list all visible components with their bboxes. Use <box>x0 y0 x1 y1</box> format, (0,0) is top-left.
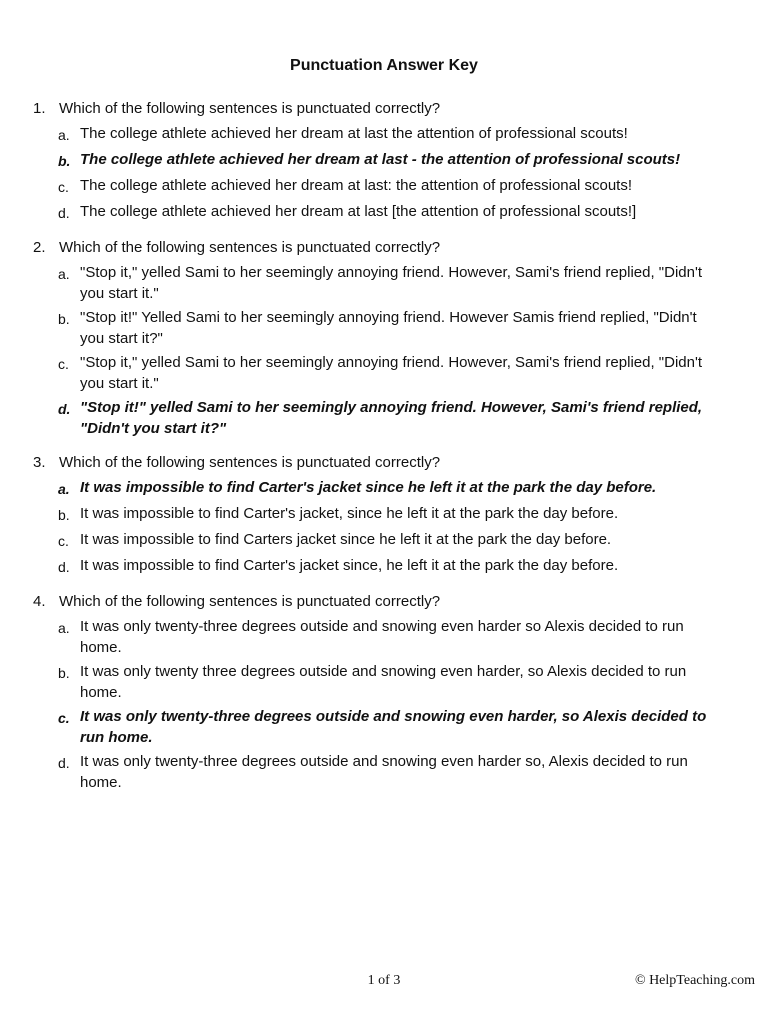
question-text: Which of the following sentences is punctuated correctly? <box>59 454 441 471</box>
question-stem <box>33 453 713 472</box>
question-number: 3. <box>33 454 46 471</box>
question-4 <box>33 592 713 793</box>
option-text: The college athlete achieved her dream at last: the attention of professional scouts! <box>80 177 632 194</box>
option-letter: c. <box>58 179 69 195</box>
question-stem <box>33 238 713 257</box>
option-text: "Stop it!" Yelled Sami to her seemingly annoying friend. However Samis friend replied, "Didn't you start it?" <box>80 309 697 347</box>
option-c <box>33 529 713 552</box>
answer-options <box>33 616 713 793</box>
option-text: It was only twenty-three degrees outside and snowing even harder, so Alexis decided to run home. <box>80 708 707 746</box>
option-text: It was impossible to find Carter's jacket, since he left it at the park the day before. <box>80 505 619 522</box>
option-letter: a. <box>58 266 70 282</box>
option-b <box>33 503 713 526</box>
option-d <box>33 201 713 224</box>
question-number: 4. <box>33 593 46 610</box>
option-c <box>33 706 713 748</box>
question-text: Which of the following sentences is punctuated correctly? <box>59 239 441 256</box>
option-a <box>33 616 713 658</box>
question-stem <box>33 99 713 118</box>
answer-options <box>33 477 713 578</box>
copyright-notice: © HelpTeaching.com <box>634 973 755 988</box>
option-letter: a. <box>58 127 70 143</box>
option-text: It was only twenty three degrees outside and snowing even harder, so Alexis decided to run home. <box>80 663 687 701</box>
question-3 <box>33 453 713 578</box>
option-text: It was only twenty-three degrees outside and snowing even harder so, Alexis decided to run home. <box>80 753 688 791</box>
option-text: The college athlete achieved her dream at last - the attention of professional scouts! <box>80 151 681 168</box>
option-letter: c. <box>58 533 69 549</box>
option-letter: d. <box>58 205 70 221</box>
option-text: It was only twenty-three degrees outside and snowing even harder so Alexis decided to run home. <box>80 618 684 656</box>
option-text: It was impossible to find Carters jacket since he left it at the park the day before. <box>80 531 612 548</box>
option-letter: c. <box>58 710 70 726</box>
option-letter: a. <box>58 620 70 636</box>
option-d <box>33 397 713 439</box>
option-d <box>33 555 713 578</box>
option-letter: b. <box>58 153 71 169</box>
option-letter: b. <box>58 311 70 327</box>
option-text: "Stop it!" yelled Sami to her seemingly annoying friend. However, Sami's friend replied, "Didn't you start it?" <box>80 399 703 437</box>
option-b <box>33 307 713 349</box>
answer-options <box>33 123 713 224</box>
option-letter: a. <box>58 481 70 497</box>
page-number: 1 of 3 <box>367 973 401 988</box>
option-a <box>33 262 713 304</box>
option-letter: c. <box>58 356 69 372</box>
option-letter: d. <box>58 401 71 417</box>
option-b <box>33 661 713 703</box>
option-letter: d. <box>58 559 70 575</box>
option-letter: b. <box>58 665 70 681</box>
option-c <box>33 175 713 198</box>
question-number: 2. <box>33 239 46 256</box>
page-title: Punctuation Answer Key <box>290 57 478 74</box>
option-text: "Stop it," yelled Sami to her seemingly annoying friend. However, Sami's friend replied, "Didn't you start it." <box>80 354 703 392</box>
option-text: "Stop it," yelled Sami to her seemingly annoying friend. However, Sami's friend replied, "Didn't you start it." <box>80 264 703 302</box>
answer-options <box>33 262 713 439</box>
option-letter: d. <box>58 755 70 771</box>
question-text: Which of the following sentences is punctuated correctly? <box>59 593 441 610</box>
option-text: The college athlete achieved her dream at last the attention of professional scouts! <box>80 125 628 142</box>
question-1 <box>33 99 713 224</box>
option-a <box>33 477 713 500</box>
option-d <box>33 751 713 793</box>
question-text: Which of the following sentences is punctuated correctly? <box>59 100 441 117</box>
option-text: The college athlete achieved her dream at last [the attention of professional scouts!] <box>80 203 637 220</box>
option-c <box>33 352 713 394</box>
option-text: It was impossible to find Carter's jacket since he left it at the park the day before. <box>80 479 657 496</box>
question-stem <box>33 592 713 611</box>
question-2 <box>33 238 713 439</box>
option-a <box>33 123 713 146</box>
question-list <box>33 99 713 807</box>
option-text: It was impossible to find Carter's jacket since, he left it at the park the day before. <box>80 557 619 574</box>
option-letter: b. <box>58 507 70 523</box>
option-b <box>33 149 713 172</box>
question-number: 1. <box>33 100 46 117</box>
